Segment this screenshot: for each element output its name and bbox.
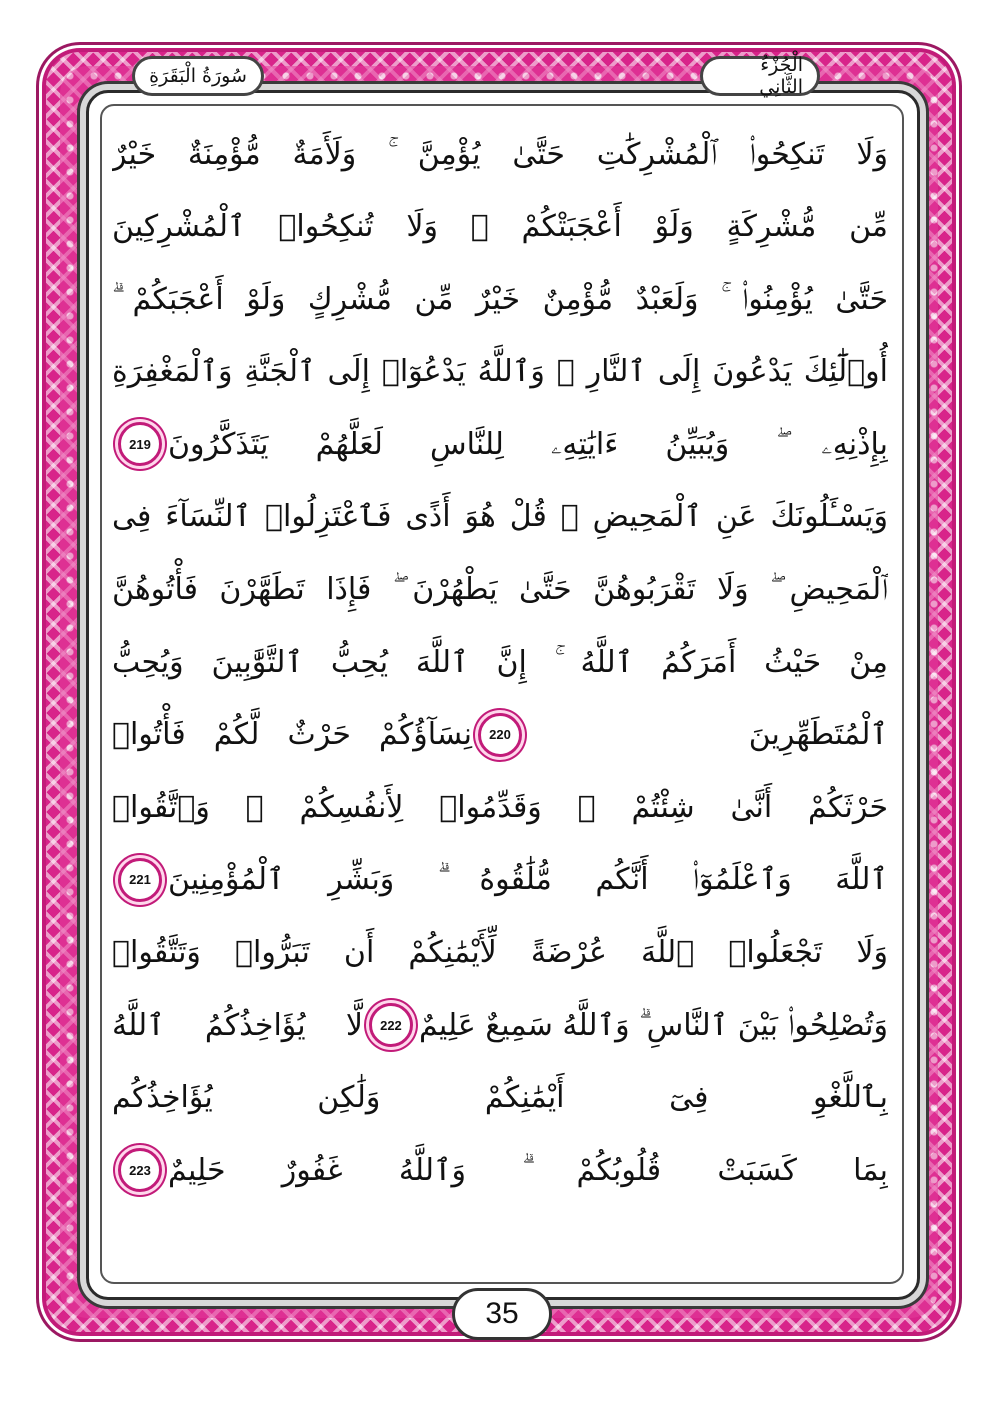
verse-text: بِمَا كَسَبَتْ قُلُوبُكُمْ ۗ وَٱللَّهُ غَفُورٌ حَلِيمٌ	[168, 1152, 888, 1188]
surah-label: سُورَةُ الْبَقَرَةِ	[132, 56, 264, 96]
verse-line	[112, 917, 888, 989]
verse-text: أُو۟لَٰٓئِكَ يَدْعُونَ إِلَى ٱلنَّارِ ۖ وَٱللَّهُ يَدْعُوٓا۟ إِلَى ٱلْجَنَّةِ وَٱلْمَغْفِرَةِ	[112, 354, 888, 390]
verse-line	[112, 626, 888, 698]
verse-line	[112, 989, 888, 1061]
verse-line	[112, 118, 888, 190]
verse-line	[112, 263, 888, 335]
verse-text: نِسَآؤُكُمْ حَرْثٌ لَّكُمْ فَأْتُوا۟	[112, 717, 472, 753]
ayah-number-marker: 220	[478, 713, 522, 757]
verse-line	[112, 1134, 888, 1206]
verse-line	[112, 844, 888, 916]
verse-text: بِٱللَّغْوِ فِىٓ أَيْمَٰنِكُمْ وَلَٰكِن يُؤَاخِذُكُم	[112, 1080, 888, 1116]
verse-line	[112, 481, 888, 553]
ayah-number-marker: 221	[118, 858, 162, 902]
verse-line	[112, 699, 888, 771]
verse-line	[112, 771, 888, 843]
verse-text: وَيَسْـَٔلُونَكَ عَنِ ٱلْمَحِيضِ ۖ قُلْ هُوَ أَذًى فَٱعْتَزِلُوا۟ ٱلنِّسَآءَ فِى	[112, 499, 888, 535]
verse-text: لَّا يُؤَاخِذُكُمُ ٱللَّهُ	[112, 1007, 363, 1043]
juz-label: الْجُزْءُ الثَّانِي	[700, 56, 820, 96]
verse-line	[112, 1062, 888, 1134]
verse-lines	[112, 118, 888, 1207]
verse-text: وَلَا تَجْعَلُوا۟ ٱللَّهَ عُرْضَةً لِّأَيْمَٰنِكُمْ أَن تَبَرُّوا۟ وَتَتَّقُوا۟	[112, 935, 888, 971]
verse-text: وَتُصْلِحُوا۟ بَيْنَ ٱلنَّاسِ ۗ وَٱللَّهُ سَمِيعٌ عَلِيمٌ	[418, 1007, 888, 1043]
verse-line	[112, 191, 888, 263]
verse-text: حَرْثَكُمْ أَنَّىٰ شِئْتُمْ ۖ وَقَدِّمُوا۟ لِأَنفُسِكُمْ ۚ وَٱتَّقُوا۟	[112, 789, 888, 825]
verse-text: مِنْ حَيْثُ أَمَرَكُمُ ٱللَّهُ ۚ إِنَّ ٱللَّهَ يُحِبُّ ٱلتَّوَّٰبِينَ وَيُحِبُّ	[112, 644, 888, 680]
verse-line	[112, 408, 888, 480]
verse-text: مِّن مُّشْرِكَةٍ وَلَوْ أَعْجَبَتْكُمْ ۗ وَلَا تُنكِحُوا۟ ٱلْمُشْرِكِينَ	[112, 209, 888, 245]
verse-text: وَلَا تَنكِحُوا۟ ٱلْمُشْرِكَٰتِ حَتَّىٰ يُؤْمِنَّ ۚ وَلَأَمَةٌ مُّؤْمِنَةٌ خَيْرٌ	[112, 136, 888, 172]
ayah-number-marker: 223	[118, 1148, 162, 1192]
verse-text: حَتَّىٰ يُؤْمِنُوا۟ ۚ وَلَعَبْدٌ مُّؤْمِنٌ خَيْرٌ مِّن مُّشْرِكٍ وَلَوْ أَعْجَبَكُمْ ۗ	[112, 281, 888, 317]
verse-text: ٱللَّهَ وَٱعْلَمُوٓا۟ أَنَّكُم مُّلَٰقُوهُ ۗ وَبَشِّرِ ٱلْمُؤْمِنِينَ	[168, 862, 888, 898]
verse-line	[112, 336, 888, 408]
ayah-number-marker: 222	[369, 1003, 413, 1047]
ayah-number-marker: 219	[118, 422, 162, 466]
page-number: 35	[452, 1288, 552, 1340]
verse-text: ٱلْمُتَطَهِّرِينَ	[748, 717, 888, 753]
verse-text: ٱلْمَحِيضِ ۖ وَلَا تَقْرَبُوهُنَّ حَتَّىٰ يَطْهُرْنَ ۖ فَإِذَا تَطَهَّرْنَ فَأْتُوهُنَّ	[112, 572, 888, 608]
verse-line	[112, 554, 888, 626]
verse-text: بِإِذْنِهِۦ ۖ وَيُبَيِّنُ ءَايَٰتِهِۦ لِلنَّاسِ لَعَلَّهُمْ يَتَذَكَّرُونَ	[168, 426, 888, 462]
